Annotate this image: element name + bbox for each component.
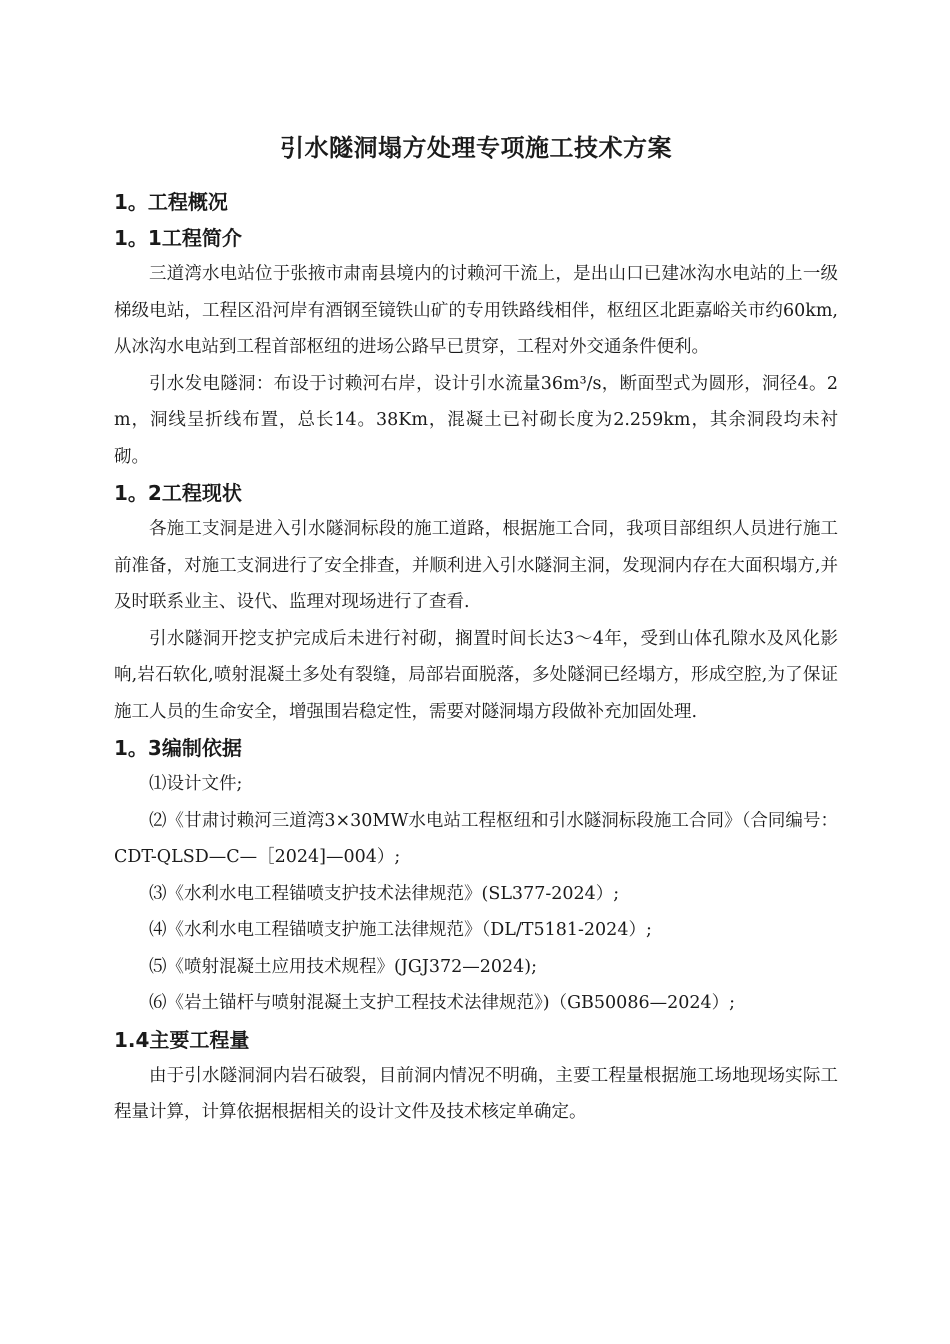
paragraph: 由于引水隧洞洞内岩石破裂，目前洞内情况不明确，主要工程量根据施工场地现场实际工程量计算，计算依据根据相关的设计文件及技术核定单确定。: [114, 1065, 838, 1122]
list-item: ⑵《甘肃讨赖河三道湾3×30MW水电站工程枢纽和引水隧洞标段施工合同》（合同编号：CDT-QLSD—C—［2024]—004）;: [114, 810, 838, 867]
section-heading-introduction: 1。1工程简介: [114, 226, 242, 250]
section-heading-quantities: 1.4主要工程量: [114, 1027, 250, 1052]
paragraph: 引水发电隧洞：布设于讨赖河右岸，设计引水流量36m³/s，断面型式为圆形，洞径4。2m，洞线呈折线布置，总长14。38Km，混凝土已衬砌长度为2.259km，其余洞段均未衬砌。: [114, 373, 838, 467]
paragraph: 各施工支洞是进入引水隧洞标段的施工道路，根据施工合同，我项目部组织人员进行施工前准备，对施工支洞进行了安全排查，并顺利进入引水隧洞主洞，发现洞内存在大面积塌方,并及时联系业主、设代、监理对现场进行了查看.: [114, 519, 838, 612]
list-item: ⑴设计文件;: [149, 774, 243, 794]
paragraph: 引水隧洞开挖支护完成后未进行衬砌，搁置时间长达3～4年，受到山体孔隙水及风化影响,岩石软化,喷射混凝土多处有裂缝，局部岩面脱落，多处隧洞已经塌方，形成空腔,为了保证施工人员的生命安全，增强围岩稳定性，需要对隧洞塌方段做补充加固处理.: [114, 628, 838, 722]
section-heading-overview: 1。工程概况: [114, 190, 228, 214]
section-heading-basis: 1。3编制依据: [114, 736, 242, 760]
list-item: ⑹《岩土锚杆与喷射混凝土支护工程技术法律规范》)（GB50086—2024）;: [149, 993, 736, 1013]
list-item: ⑶《水利水电工程锚喷支护技术法律规范》(SL377-2024）;: [149, 883, 620, 904]
section-heading-current-status: 1。2工程现状: [114, 481, 242, 505]
list-item: ⑸《喷射混凝土应用技术规程》(JGJ372—2024);: [149, 956, 537, 977]
basis-list: [114, 766, 838, 1022]
document-title: 引水隧洞塌方处理专项施工技术方案: [280, 134, 672, 162]
paragraph: 三道湾水电站位于张掖市肃南县境内的讨赖河干流上，是出山口已建冰沟水电站的上一级梯级电站，工程区沿河岸有酒钢至镜铁山矿的专用铁路线相伴，枢纽区北距嘉峪关市约60km,从冰沟水电站到工程首部枢纽的进场公路早已贯穿，工程对外交通条件便利。: [114, 264, 838, 357]
document-body: [114, 128, 838, 1131]
list-item: ⑷《水利水电工程锚喷支护施工法律规范》（DL/T5181-2024）;: [149, 920, 652, 940]
